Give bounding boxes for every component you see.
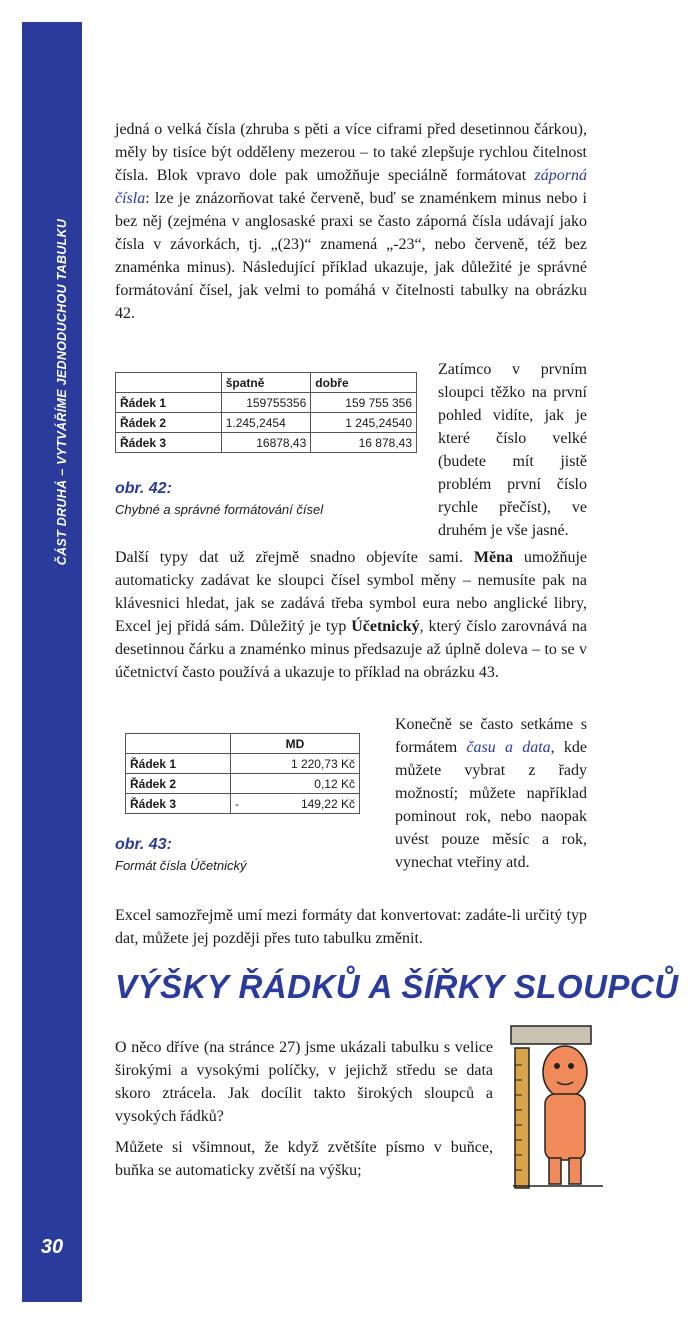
table-header-wrong: špatně bbox=[221, 373, 311, 393]
paragraph-formatting bbox=[115, 118, 587, 325]
cell-value: 0,12 Kč bbox=[249, 774, 360, 794]
cell-sign bbox=[231, 754, 250, 774]
paragraph-text: , kde můžete vybrat z řady možností; můžete například pominout rok, nebo naopak uvést pouze měsíc a rok, vynechat vteřiny atd. bbox=[395, 739, 587, 871]
paragraph-text: Můžete si všimnout, že když zvětšíte písmo v buňce, buňka se automaticky zvětší na výšku; bbox=[115, 1139, 493, 1179]
paragraph-text: Excel samozřejmě umí mezi formáty dat konvertovat: zadáte-li určitý typ dat, můžete jej později přes tuto tabulku změnit. bbox=[115, 907, 587, 947]
figure-43-table bbox=[125, 733, 360, 814]
paragraph-row-heights bbox=[115, 1036, 493, 1182]
time-date-term: času a data bbox=[466, 739, 551, 756]
figure-42-table bbox=[115, 372, 417, 453]
figure-42-caption-title: obr. 42: bbox=[115, 480, 172, 497]
cell-value: 16 878,43 bbox=[311, 433, 417, 453]
paragraph-text: jedná o velká čísla (zhruba s pěti a více ciframi před desetinnou čárkou), měly by tisíce být odděleny mezerou – to také zlepšuje rychlou čitelnost čísla. Blok vpravo dole pak umožňuje speciálně formátovat bbox=[115, 121, 587, 184]
figure-42-side-text: Zatímco v prvním sloupci těžko na první pohled vidíte, jak je které číslo velké (budete mít jistě problém první číslo rychle přečíst), ve druhém je vše jasné. bbox=[438, 361, 587, 539]
row-label: Řádek 2 bbox=[116, 413, 222, 433]
row-label: Řádek 1 bbox=[126, 754, 231, 774]
figure-43-caption-title: obr. 43: bbox=[115, 836, 172, 853]
paragraph-text: , který číslo zarovnává na desetinnou čárku a znaménko minus předsazuje až úplně doleva – to se v účetnictví často používá a ukazuje to příklad na obrázku 43. bbox=[115, 618, 587, 681]
cell-value: 1 220,73 Kč bbox=[249, 754, 360, 774]
section-heading: VÝŠKY ŘÁDKŮ A ŠÍŘKY SLOUPCŮ bbox=[115, 968, 679, 1005]
figure-42-caption-text: Chybné a správné formátování čísel bbox=[115, 502, 324, 517]
cell-sign: - bbox=[231, 794, 250, 814]
table-row bbox=[126, 794, 360, 814]
row-label: Řádek 1 bbox=[116, 393, 222, 413]
table-header-empty bbox=[116, 373, 222, 393]
figure-43-caption-text: Formát čísla Účetnický bbox=[115, 858, 247, 873]
table-row bbox=[116, 433, 417, 453]
paragraph-text: Konečně se často setkáme s formátem bbox=[395, 716, 587, 756]
chapter-sidebar bbox=[22, 22, 82, 1302]
cell-value: 1 245,24540 bbox=[311, 413, 417, 433]
currency-term: Měna bbox=[473, 549, 513, 566]
table-row bbox=[116, 393, 417, 413]
measuring-cartoon-illustration bbox=[505, 1020, 605, 1190]
row-label: Řádek 2 bbox=[126, 774, 231, 794]
cell-value: 1.245,2454 bbox=[221, 413, 311, 433]
table-row bbox=[126, 754, 360, 774]
table-header-correct: dobře bbox=[311, 373, 417, 393]
cell-value: 159 755 356 bbox=[311, 393, 417, 413]
cell-sign bbox=[231, 774, 250, 794]
figure-43-side-text bbox=[395, 713, 587, 874]
cell-value: 16878,43 bbox=[221, 433, 311, 453]
paragraph-types bbox=[115, 546, 587, 684]
paragraph-text: umožňuje automaticky zadávat ke sloupci čísel symbol měny – nemusíte pak na klávesnici hledat, jak se zadává třeba symbol eura nebo anglické libry, Excel jej přidá sám. Důležitý je typ bbox=[115, 549, 588, 635]
paragraph-text: Další typy dat už zřejmě snadno objevíte sami. bbox=[115, 549, 474, 566]
chapter-title: ČÁST DRUHÁ – VYTVÁŘÍME JEDNODUCHOU TABULKU bbox=[55, 218, 69, 566]
negative-numbers-term: záporná čísla bbox=[115, 167, 587, 207]
cell-value: 149,22 Kč bbox=[249, 794, 360, 814]
page-number: 30 bbox=[40, 1236, 64, 1258]
paragraph-convert bbox=[115, 904, 587, 950]
paragraph-text: O něco dříve (na stránce 27) jsme ukázali tabulku s velice širokými a vysokými políčky, v jejichž středu se data skoro ztrácela. Jak docílit takto širokých sloupců a vysokých řádků? bbox=[115, 1039, 493, 1125]
table-header-md: MD bbox=[231, 734, 360, 754]
accounting-term: Účetnický bbox=[351, 618, 420, 635]
table-row bbox=[126, 774, 360, 794]
row-label: Řádek 3 bbox=[126, 794, 231, 814]
paragraph-text: : lze je znázorňovat také červeně, buď se znaménkem minus nebo i bez něj (zejména v anglosaské praxi se často záporná čísla udávají jako čísla v závorkách, tj. „(23)“ znamená „-23“, nebo červeně, též bez znaménka minus). Následující příklad ukazuje, jak důležité je správné formátování čísel, jak velmi to pomáhá v čitelnosti tabulky na obrázku 42. bbox=[115, 190, 587, 322]
table-row bbox=[116, 413, 417, 433]
cell-value: 159755356 bbox=[221, 393, 311, 413]
table-header-empty bbox=[126, 734, 231, 754]
row-label: Řádek 3 bbox=[116, 433, 222, 453]
